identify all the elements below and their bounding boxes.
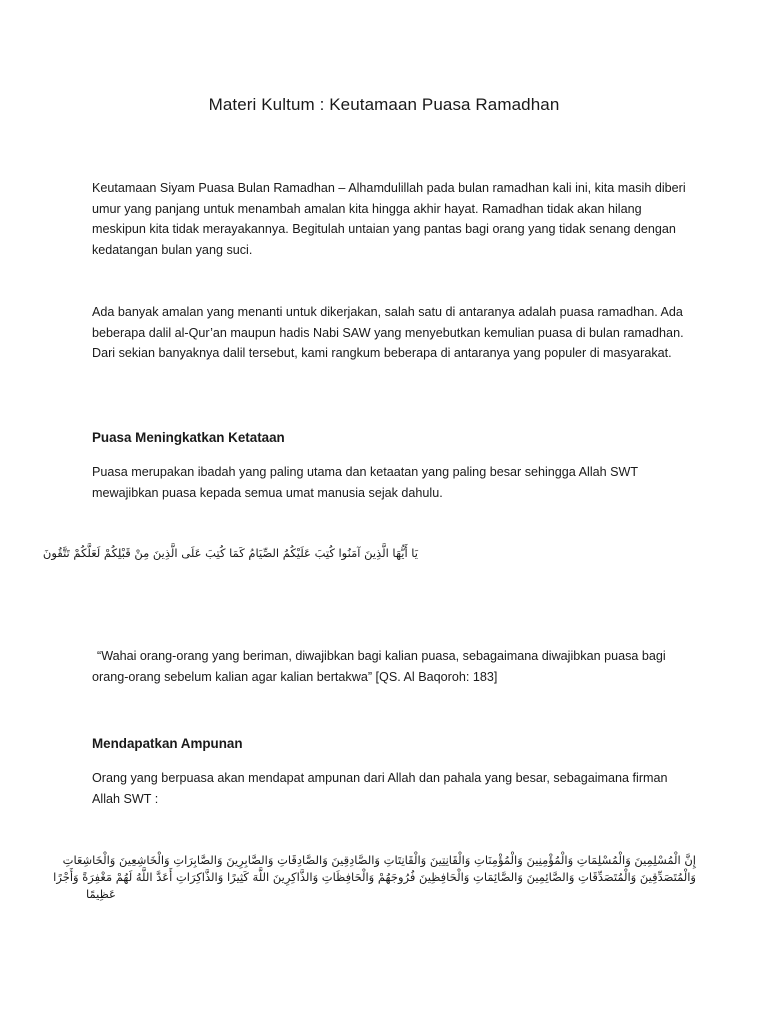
section-heading-ketaatan: Puasa Meningkatkan Ketataan — [92, 430, 285, 445]
section-heading-ampunan: Mendapatkan Ampunan — [92, 736, 243, 751]
arabic-line: إِنَّ الْمُسْلِمِينَ وَالْمُسْلِمَاتِ وَالْمُؤْمِنِينَ وَالْمُؤْمِنَاتِ وَالْقَانِتِينَ وَالْقَانِتَاتِ وَالصَّادِقِينَ وَالصَّادِقَاتِ وَالصَّابِرِينَ وَالصَّابِرَاتِ وَالْخَاشِعِينَ وَالْخَاشِعَاتِ — [62, 853, 696, 867]
verse-translation: “Wahai orang-orang yang beriman, diwajibkan bagi kalian puasa, sebagaimana diwajibkan puasa bagi orang-orang sebelum kalian agar kalian bertakwa” [QS. Al Baqoroh: 183] — [92, 649, 666, 684]
quran-verse-arabic: يَا أَيُّهَا الَّذِينَ آمَنُوا كُتِبَ عَلَيْكُمُ الصِّيَامُ كَمَا كُتِبَ عَلَى الَّذِينَ مِنْ قَبْلِكُمْ لَعَلَّكُمْ تَتَّقُونَ — [42, 546, 418, 560]
arabic-line: عَظِيمًا — [86, 887, 116, 901]
page-title: Materi Kultum : Keutamaan Puasa Ramadhan — [208, 95, 560, 114]
section-body-ampunan: Orang yang berpuasa akan mendapat ampunan dari Allah dan pahala yang besar, sebagaimana firman Allah SWT : — [92, 771, 668, 806]
arabic-line: وَالْمُتَصَدِّقِينَ وَالْمُتَصَدِّقَاتِ وَالصَّائِمِينَ وَالصَّائِمَاتِ وَالْحَافِظِينَ فُرُوجَهُمْ وَالْحَافِظَاتِ وَالذَّاكِرِينَ اللَّهَ كَثِيرًا وَالذَّاكِرَاتِ أَعَدَّ اللَّهُ لَهُمْ مَغْفِرَةً وَأَجْرًا — [53, 870, 696, 884]
section-body-ketaatan: Puasa merupakan ibadah yang paling utama dan ketaatan yang paling besar sehingga Allah SWT mewajibkan puasa kepada semua umat manusia sejak dahulu. — [92, 465, 638, 500]
second-paragraph: Ada banyak amalan yang menanti untuk dikerjakan, salah satu di antaranya adalah puasa ramadhan. Ada beberapa dalil al-Qur’an maupun hadis Nabi SAW yang menyebutkan kemulian puasa di bulan ramadhan. Dari sekian banyaknya dalil tersebut, kami rangkum beberapa di antaranya yang populer di masyarakat. — [92, 305, 684, 360]
intro-paragraph: Keutamaan Siyam Puasa Bulan Ramadhan – Alhamdulillah pada bulan ramadhan kali ini, kita masih diberi umur yang panjang untuk menambah amalan kita hingga akhir hayat. Ramadhan tidak akan hilang meskipun kita tidak merayakannya. Begitulah untaian yang pantas bagi orang yang tidak senang dengan kedatangan bulan yang suci. — [92, 181, 686, 257]
quran-verse-arabic-long — [53, 852, 696, 903]
